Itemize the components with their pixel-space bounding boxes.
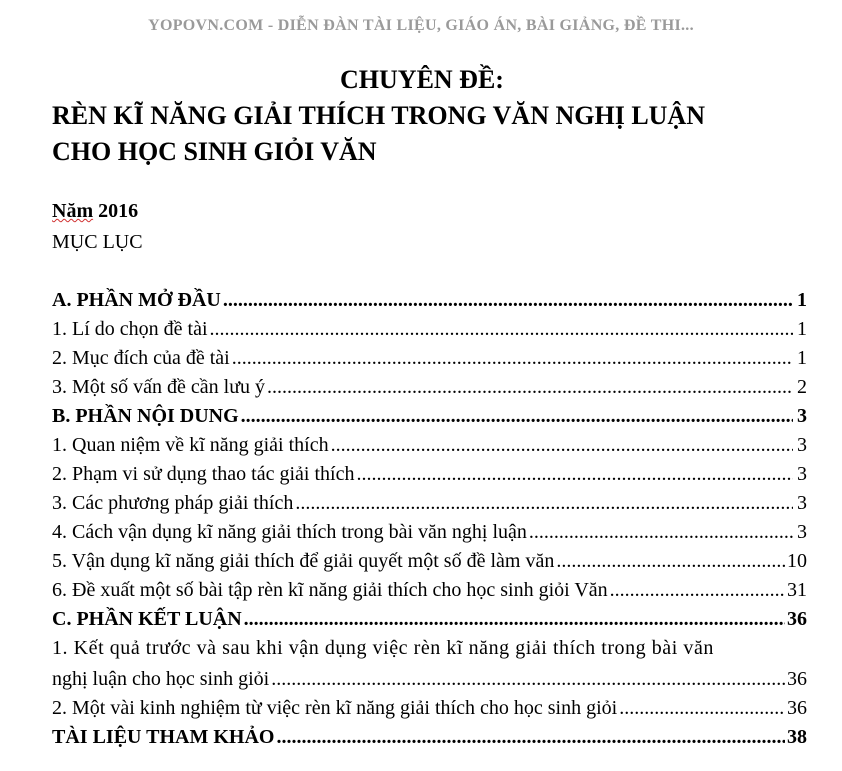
toc-leader-dots <box>295 492 793 515</box>
toc-entry-label: 1. Lí do chọn đề tài <box>52 318 208 340</box>
toc-entry-page: 2 <box>797 376 807 398</box>
document-year <box>52 200 138 223</box>
toc-leader-dots <box>241 405 793 428</box>
toc-entry-label-line-1: 1. Kết quả trước và sau khi vận dụng việc rèn kĩ năng giải thích trong bài văn <box>52 637 714 659</box>
toc-entry-page: 36 <box>787 668 807 690</box>
title-line-3: CHO HỌC SINH GIỎI VĂN <box>52 137 377 166</box>
toc-entry-label: B. PHẦN NỘI DUNG <box>52 405 239 427</box>
toc-entry[interactable] <box>52 697 807 726</box>
toc-entry-page: 10 <box>787 550 807 572</box>
toc-entry-label: C. PHẦN KẾT LUẬN <box>52 608 242 630</box>
toc-entry-page: 31 <box>787 579 807 601</box>
toc-entry-label: 6. Đề xuất một số bài tập rèn kĩ năng giải thích cho học sinh giỏi Văn <box>52 579 608 601</box>
toc-leader-dots <box>619 697 785 720</box>
toc-leader-dots <box>276 726 785 749</box>
toc-entry[interactable] <box>52 521 807 550</box>
toc-leader-dots <box>210 318 793 341</box>
toc-entry-label: 2. Mục đích của đề tài <box>52 347 230 369</box>
toc-leader-dots <box>244 608 785 631</box>
toc-entry-page: 3 <box>797 405 807 427</box>
toc-entry-page: 1 <box>797 347 807 369</box>
document-title <box>52 62 792 170</box>
toc-entry[interactable] <box>52 434 807 463</box>
toc-entry[interactable] <box>52 463 807 492</box>
toc-entry[interactable] <box>52 318 807 347</box>
toc-leader-dots <box>331 434 793 457</box>
toc-entry-label: 2. Phạm vi sử dụng thao tác giải thích <box>52 463 355 485</box>
toc-entry-page: 3 <box>797 521 807 543</box>
title-line-1: CHUYÊN ĐỀ: <box>340 65 504 94</box>
toc-entry-page: 1 <box>797 318 807 340</box>
toc-leader-dots <box>232 347 793 370</box>
toc-leader-dots <box>223 289 793 312</box>
toc-leader-dots <box>529 521 793 544</box>
toc-leader-dots <box>610 579 785 602</box>
toc-entry-label: nghị luận cho học sinh giỏi <box>52 668 270 690</box>
toc-entry[interactable] <box>52 347 807 376</box>
toc-entry-page: 36 <box>787 697 807 719</box>
toc-entry[interactable] <box>52 376 807 405</box>
toc-leader-dots <box>271 668 785 691</box>
toc-entry[interactable] <box>52 579 807 608</box>
toc-entry-label: 2. Một vài kinh nghiệm từ việc rèn kĩ năng giải thích cho học sinh giỏi <box>52 697 618 719</box>
toc-entry[interactable] <box>52 289 807 318</box>
table-of-contents <box>52 289 807 755</box>
watermark-text: YOPOVN.COM - DIỄN ĐÀN TÀI LIỆU, GIÁO ÁN, BÀI GIẢNG, ĐỀ THI... <box>148 17 694 34</box>
toc-entry-label: 1. Quan niệm về kĩ năng giải thích <box>52 434 329 456</box>
year-word: Năm <box>52 200 94 222</box>
year-value: 2016 <box>98 200 139 222</box>
toc-entry-page: 36 <box>787 608 807 630</box>
toc-entry-label: 5. Vận dụng kĩ năng giải thích để giải quyết một số đề làm văn <box>52 550 555 572</box>
toc-heading: MỤC LỤC <box>52 231 143 253</box>
toc-leader-dots <box>267 376 793 399</box>
toc-entry-page: 3 <box>797 434 807 456</box>
toc-entry-page: 1 <box>797 289 807 311</box>
toc-entry-label: TÀI LIỆU THAM KHẢO <box>52 726 275 748</box>
toc-entry[interactable] <box>52 668 807 697</box>
toc-entry-label: 4. Cách vận dụng kĩ năng giải thích trong bài văn nghị luận <box>52 521 527 543</box>
toc-entry-page: 3 <box>797 492 807 514</box>
toc-entry-line-1[interactable] <box>52 637 807 668</box>
toc-entry-page: 38 <box>787 726 807 748</box>
toc-entry-label: A. PHẦN MỞ ĐẦU <box>52 289 221 311</box>
toc-entry[interactable] <box>52 550 807 579</box>
toc-entry[interactable] <box>52 608 807 637</box>
toc-leader-dots <box>356 463 793 486</box>
toc-entry[interactable] <box>52 726 807 755</box>
toc-entry-label: 3. Một số vấn đề cần lưu ý <box>52 376 266 398</box>
toc-leader-dots <box>556 550 785 573</box>
toc-entry[interactable] <box>52 405 807 434</box>
title-line-2: RÈN KĨ NĂNG GIẢI THÍCH TRONG VĂN NGHỊ LUẬN <box>52 101 705 130</box>
toc-entry[interactable] <box>52 492 807 521</box>
toc-entry-page: 3 <box>797 463 807 485</box>
toc-entry-label: 3. Các phương pháp giải thích <box>52 492 294 514</box>
